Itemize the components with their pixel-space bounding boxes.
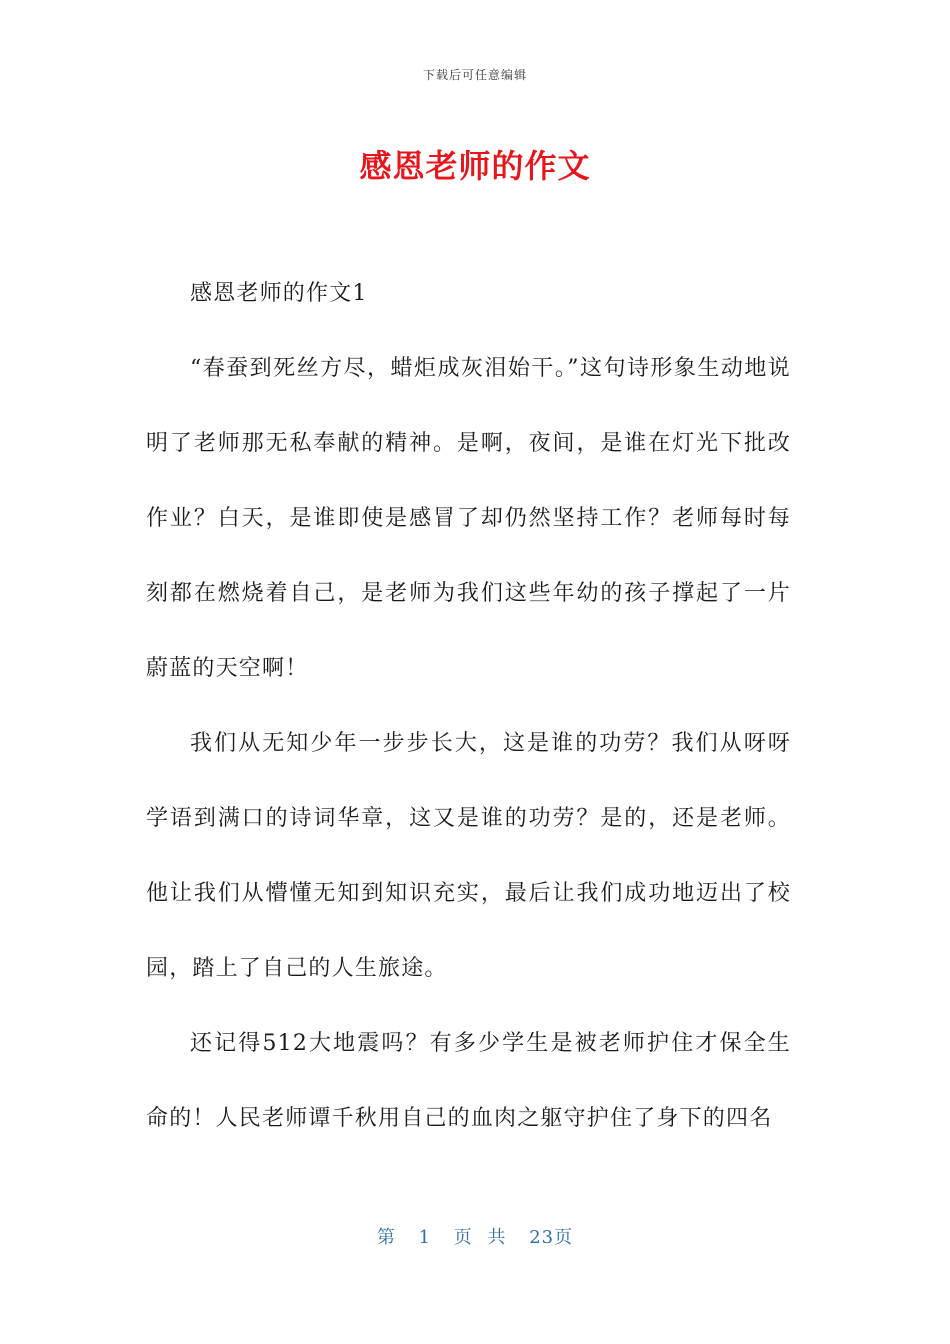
current-page-number: 1 [418, 1227, 432, 1248]
header-note: 下载后可任意编辑 [422, 68, 527, 82]
paragraph: 还记得512大地震吗？有多少学生是被老师护住才保全生命的！人民老师谭千秋用自己的血肉之躯守护住了身下的四名 [146, 1031, 791, 1131]
document-title: 感恩老师的作文 [359, 147, 591, 185]
page-label-prefix: 第 [376, 1227, 396, 1248]
paragraph: 我们从无知少年一步步长大，这是谁的功劳？我们从呀呀学语到满口的诗词华章，这又是谁的功劳？是的，还是老师。他让我们从懵懂无知到知识充实，最后让我们成功地迈出了校园，踏上了自己的人生旅途。 [146, 731, 791, 981]
total-pages: 23页 [529, 1227, 574, 1248]
paragraph: “春蚕到死丝方尽，蜡炬成灰泪始干。”这句诗形象生动地说明了老师那无私奉献的精神。是啊，夜间，是谁在灯光下批改作业？白天，是谁即使是感冒了却仍然坚持工作？老师每时每刻都在燃烧着自己，是老师为我们这些年幼的孩子撑起了一片蔚蓝的天空啊！ [146, 356, 791, 681]
page-footer [0, 1223, 950, 1249]
page-label-middle: 页 共 [453, 1227, 507, 1248]
section-heading: 感恩老师的作文1 [190, 281, 368, 306]
document-body [146, 256, 791, 1156]
